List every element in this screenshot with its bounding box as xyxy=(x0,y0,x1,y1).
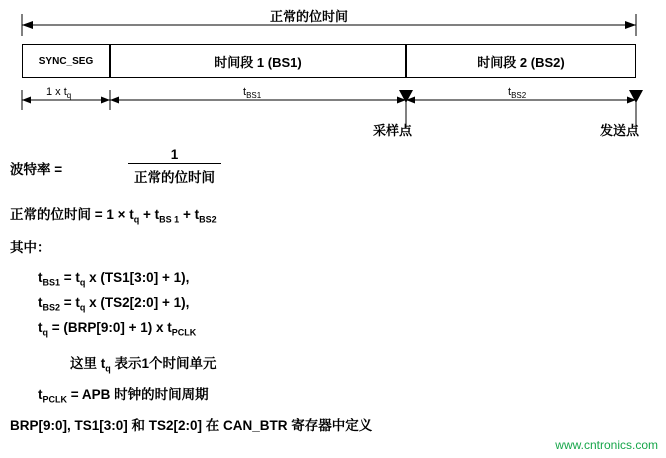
sample-point-label: 采样点 xyxy=(373,123,413,138)
where-label: 其中： xyxy=(10,240,51,255)
tbs2-tick-label: $t_{BS2}$ xyxy=(508,86,527,101)
tq-tick-label: 1 x $t_q$ xyxy=(46,86,72,101)
bs2-seg-box: 时间段 2 (BS2) xyxy=(406,44,636,78)
watermark: www.cntronics.com xyxy=(555,438,658,452)
timing-diagram xyxy=(0,0,666,140)
normal-bit-time-title: 正常的位时间 xyxy=(270,9,349,24)
sync-seg-box: SYNC_SEG xyxy=(22,44,110,78)
tpclk-equation: $t_{PCLK}$ = APB 时钟的时间周期 xyxy=(38,387,209,405)
normal-bit-time-equation: 正常的位时间 = $1 \times t_q + t_{BS 1} + t_{BS2}$ xyxy=(10,207,217,225)
register-definition-note: BRP[9:0], TS1[3:0] 和 TS2[2:0] 在 CAN_BTR 寄存器中定义 xyxy=(10,418,373,433)
baud-rate-label: 波特率 = xyxy=(10,162,63,177)
fraction-numerator: 1 xyxy=(128,147,221,164)
tbs2-equation: $t_{BS2} = t_q$ x (TS2[2:0] + 1), xyxy=(38,295,190,313)
tq-note: 这里 $t_q$ 表示1个时间单元 xyxy=(70,356,217,374)
bs1-seg-box: 时间段 1 (BS1) xyxy=(110,44,406,78)
transmit-point-label: 发送点 xyxy=(600,123,640,138)
tbs1-tick-label: $t_{BS1}$ xyxy=(243,86,262,101)
tq-equation: $t_q$ = (BRP[9:0] + 1) x $t_{PCLK}$ xyxy=(38,320,197,338)
fraction-denominator: 正常的位时间 xyxy=(134,170,215,185)
baud-rate-fraction xyxy=(128,147,221,186)
tbs1-equation: $t_{BS1} = t_q$ x (TS1[3:0] + 1), xyxy=(38,270,190,288)
